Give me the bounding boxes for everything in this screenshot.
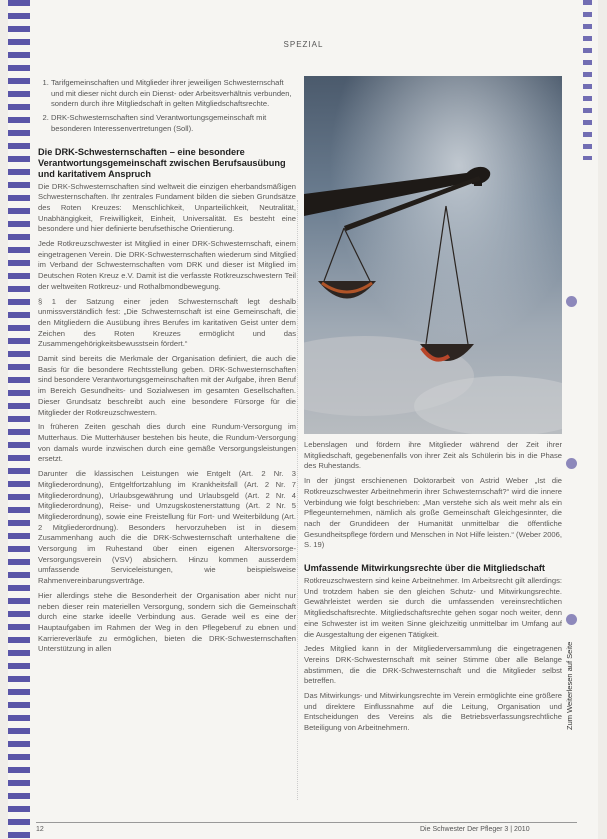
paragraph: In früheren Zeiten geschah dies durch eine Rundum-Versorgung im Mutterhaus. Die Mutterhäuser bestehen bis heute, die Rundum-Versorgung von damals wurde inzwischen durch eine gemäße Versorgungsleistungen ersetzt. xyxy=(38,422,296,464)
right-column xyxy=(304,440,562,738)
column-divider xyxy=(297,200,298,800)
paragraph: Die DRK-Schwesternschaften sind weltweit die einzigen eherbandsmäßigen Schwesternschaften. Ihr zentrales Fundament bilden die sieben Grundsätze des Roten Kreuzes: Menschlichkeit, Unparteilichkeit, Neutralität, Unabhängigkeit, Freiwilligkeit, Einheit, Universalität. Es besteht eine besondere und hier definierte berufsethische Orientierung. xyxy=(38,181,296,234)
paragraph: Rotkreuzschwestern sind keine Arbeitnehmer. Im Arbeitsrecht gilt allerdings: Und trotzdem haben sie den gleichen Schutz- und Mitwirkungsrechte. Gewährleistet werden sie durch die umfassenden vereinsrechtlichen Mitgliedschaftsrechte. Mitgliedschaftsrechte gehen sogar noch weiter, denn eine Schwester ist im weiten Sinne gleichzeitig unmittelbar im Umfang auf die Ausgestaltung der eigenen Tätigkeit. xyxy=(304,576,562,639)
numbered-list xyxy=(38,78,296,135)
section-header: SPEZIAL xyxy=(283,40,324,49)
paragraph: Das Mitwirkungs- und Mitwirkungsrechte im Verein ermöglichte eine größere und direktere Einflussnahme auf die Leitung, Organisation und Entscheidungen des Vereins als die Betriebsverfassungsrechtliche Beteiligung von Arbeitnehmern. xyxy=(304,691,562,733)
paragraph: Darunter die klassischen Leistungen wie Entgelt (Art. 2 Nr. 3 Mitgliederordnung), Entgeltfortzahlung im Krankheitsfall (Art. 2 Nr. 7 Mitgliederordnung), Urlaubsgewährung und Urlaubsgeld (Art. 2 Nr. 4 Mitgliederordnung), Reise- und Umzugskostenerstattung (Art. 2 Nr. 5 Mitgliederordnung), sowie eine Freistellung für Fort- und Weiterbildung (Art. 2 Mitgliederordnung). Besonders hervorzuheben ist in diesem Zusammenhang auch die die DRK-Schwesternschaft unterhaltene die Versorgung im Ruhestand über einen eigenen Altersvorsorge-Versorgungsverein (VSV) absichern. Hinzu kommen ausserdem umfassende Serviceleistungen, wie beispielsweise Rahmenvereinbarungsverträge. xyxy=(38,469,296,586)
journal-name: Die Schwester Der Pfleger 3 | 2010 xyxy=(420,826,530,833)
list-item: 1. Tarifgemeinschaften und Mitglieder ihrer jeweiligen Schwesternschaft und mit dieser nicht durch ein Dienst- oder Arbeitsverhältnis verbunden, sondern durch ihre Mitgliedschaft in gelten Mitgliedschaftsrechte. xyxy=(51,78,296,110)
section-title: Die DRK-Schwesternschaften – eine besondere Verantwortungsgemeinschaft zwischen Berufsausübung und karitativem Anspruch xyxy=(38,146,286,179)
bullet-dot-icon xyxy=(566,296,577,307)
paragraph: In der jüngst erschienenen Doktorarbeit von Astrid Weber „Ist die Rotkreuzschwester Arbeitnehmerin ihrer Schwesternschaft?“ wird die innere Verbindung wie folgt beschrieben: „Man verstehe sich als weit mehr als ein Pflegeunternehmen, nämlich als große Gemeinschaft Gleichgesinnter, die nach der Grundideen der Humanität unmittelbar die öffentliche Gesundheitspflege fördern und Menschen in Not Hilfe leisten.“ (Weber 2006, S. 19) xyxy=(304,476,562,550)
section-title: Umfassende Mitwirkungsrechte über die Mitgliedschaft xyxy=(304,563,545,574)
paragraph: Jede Rotkreuzschwester ist Mitglied in einer DRK-Schwesternschaft, einem eingetragenen Verein. Die DRK-Schwesternschaften wiederum sind Mitglied im Verband der Schwesternschaften vom DRK und dieser ist Mitglied im Deutschen Roten Kreuz e.V. Damit ist die verfasste Rotkreuzschwestern Teil der weltweiten Rotkreuz- und Rothalbmondbewegung. xyxy=(38,239,296,291)
paragraph: Hier allerdings stehe die Besonderheit der Organisation aber nicht nur neben dieser rein materiellen Versorgung, sondern sich die Gemeinschaft durch eine starke ideelle Verbindung aus. Gerade weil es eine der Hauptaufgaben im Rahmen der Weg in den Pflegeberuf zu ebnen und Karriereverläufe zu ermöglichen, bieten die DRK-Schwesternschaften Unterstützung in allen xyxy=(38,590,296,654)
left-column xyxy=(38,78,296,659)
scales-of-justice-photo xyxy=(304,76,562,434)
left-stripe-decoration xyxy=(8,0,30,839)
right-stripe-decoration xyxy=(583,0,592,160)
paragraph: § 1 der Satzung einer jeden Schwesternschaft legt deshalb unmissverständlich fest: „Die Schwesternschaft ist eine Gemeinschaft, die den Mitgliedern die Ausübung ihres Berufes im karitativen Geist unter dem Zeichen des Roten Kreuzes ermöglicht und das Zusammengehörigkeitsbewusstsein fördert.“ xyxy=(38,296,296,349)
bullet-dot-icon xyxy=(566,614,577,625)
paragraph: Jedes Mitglied kann in der Mitgliederversammlung die eingetragenen Vereins DRK-Schwesternschaft mit seiner Stimme über alle Belange abstimmen, die die DRK-Schwesternschaft und die Mitglieder selbst betreffen. xyxy=(304,644,562,686)
list-item: 2. DRK-Schwesternschaften sind Verantwortungsgemeinschaft mit besonderen Interessenvertretungen (Soll). xyxy=(51,113,296,134)
paragraph: Lebenslagen und fördern ihre Mitglieder während der Zeit ihrer Mitgliedschaft, gegebenenfalls von ihrer Zeit als Schülerin bis in die Phase des Ruhestands. xyxy=(304,440,562,471)
side-label: Zum Weiterlesen auf Seite xyxy=(565,641,574,730)
paragraph: Damit sind bereits die Merkmale der Organisation definiert, die auch die Basis für die besondere Rechtsstellung geben. DRK-Schwesternschaften sind besondere Verantwortungsgemeinschaften mit der Aufgabe, ihren Beruf im Bereich Gesundheits- und Sozialwesen im gesamten Gesellschaften. Dieser Grundsatz beschreibt auch eine besondere Fürsorge für die Mitglieder der Rotkreuzschwestern. xyxy=(38,354,296,417)
bullet-dot-icon xyxy=(566,458,577,469)
page-number: 12 xyxy=(36,826,44,833)
scales-illustration xyxy=(304,76,562,434)
footer-divider xyxy=(36,822,577,823)
